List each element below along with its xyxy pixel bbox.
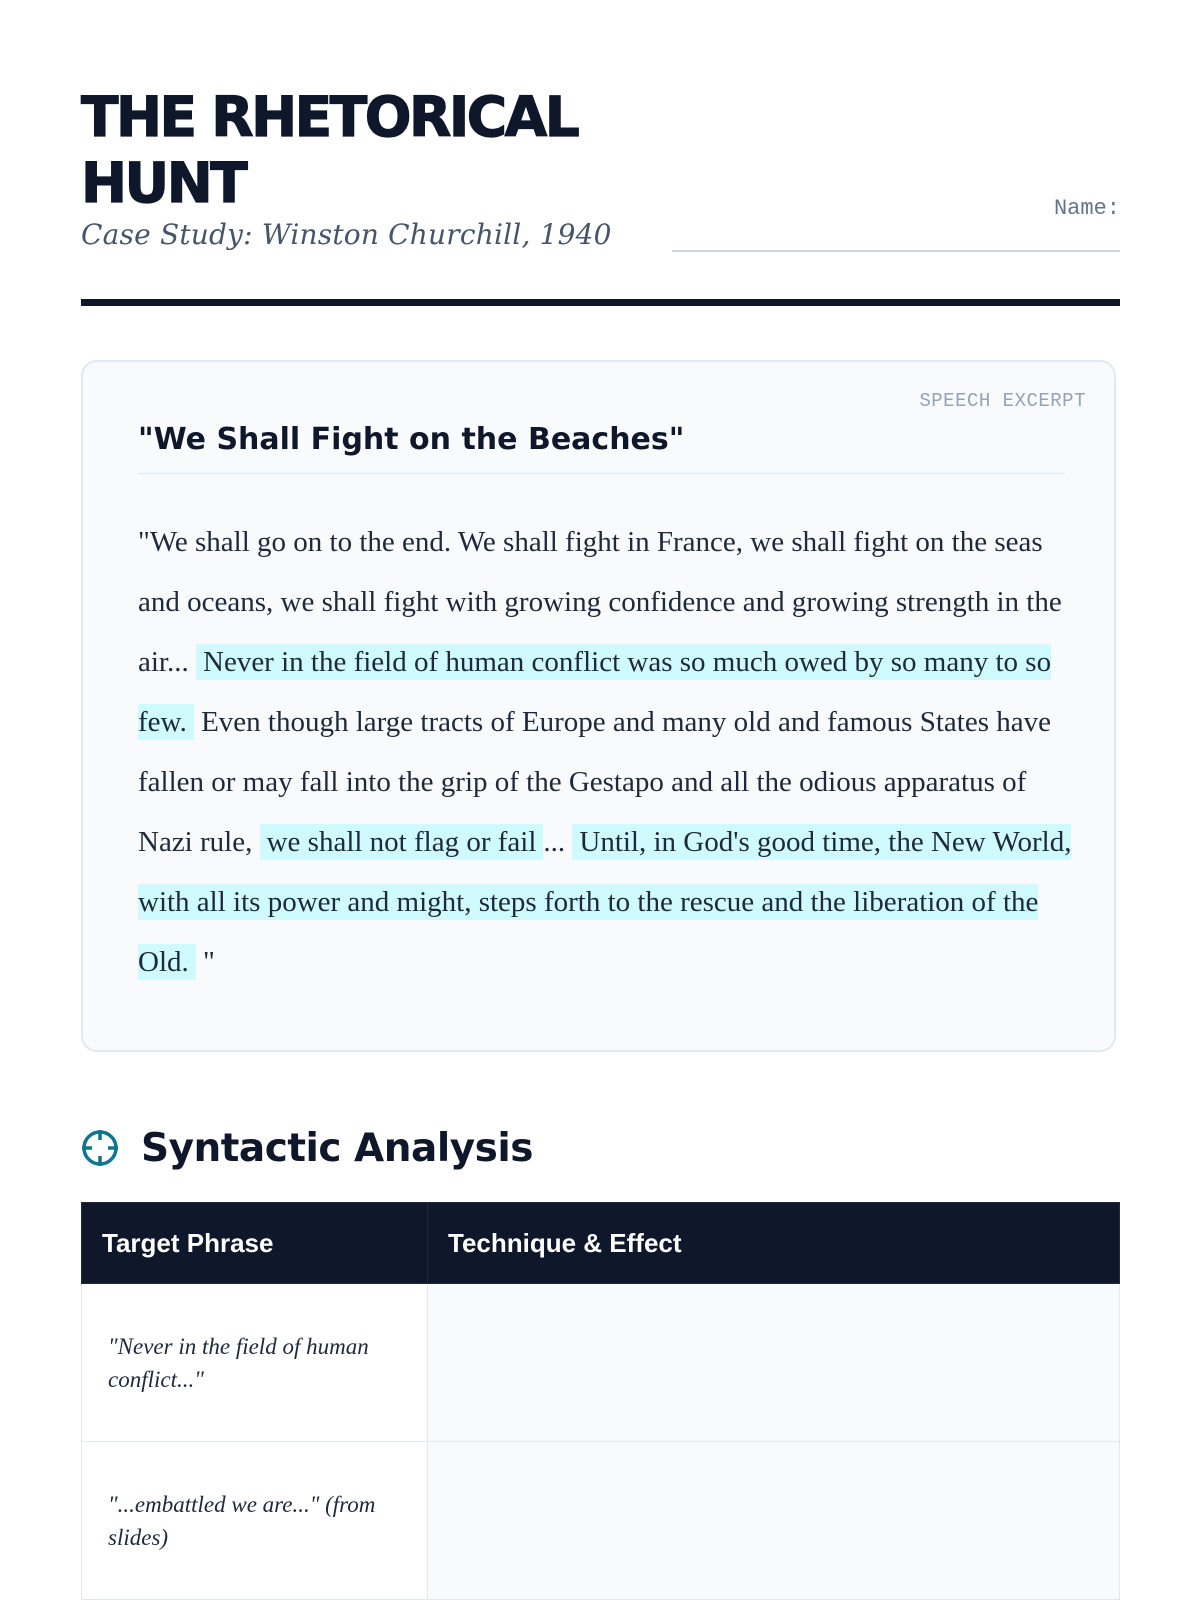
table-row	[82, 1442, 1120, 1600]
speech-excerpt-card	[81, 360, 1116, 1052]
name-field-block	[672, 196, 1120, 252]
worksheet-header	[81, 0, 1120, 306]
header-divider	[81, 299, 1120, 306]
crosshair-icon	[81, 1129, 119, 1167]
page-subtitle: Case Study: Winston Churchill, 1940	[81, 218, 612, 251]
table-row	[82, 1284, 1120, 1442]
table-header-row	[82, 1203, 1120, 1284]
target-phrase-cell: "Never in the field of human conflict..."	[82, 1284, 428, 1442]
highlighted-phrase: Never in the field of human conflict was so much owed by so many to so few.	[138, 646, 1052, 738]
column-header-technique-effect: Technique & Effect	[428, 1203, 1120, 1284]
target-phrase-cell: "...embattled we are..." (from slides)	[82, 1442, 428, 1600]
excerpt-tag: SPEECH EXCERPT	[919, 390, 1086, 412]
excerpt-title: "We Shall Fight on the Beaches"	[138, 422, 1065, 474]
analysis-table	[81, 1202, 1120, 1600]
technique-effect-answer-cell[interactable]	[428, 1284, 1120, 1442]
technique-effect-answer-cell[interactable]	[428, 1442, 1120, 1600]
name-field[interactable]	[672, 250, 1120, 252]
excerpt-text: "	[195, 946, 215, 978]
name-label: Name:	[1053, 196, 1120, 221]
worksheet-page	[81, 0, 1120, 1550]
section-header	[81, 1122, 533, 1174]
excerpt-text: Even though large tracts of Europe and many old and famous States have fallen or may fall into the grip of the Gestapo and all the odious apparatus of Nazi rule,	[138, 706, 1051, 858]
column-header-target-phrase: Target Phrase	[82, 1203, 428, 1284]
highlighted-phrase: we shall not flag or fail	[260, 824, 544, 860]
page-title: THE RHETORICAL HUNT	[81, 85, 578, 215]
excerpt-text: "We shall go on to the end. We shall fight in France, we shall fight on the seas and oceans, we shall fight with growing confidence and growing strength in the air...	[138, 526, 1062, 678]
section-title: Syntactic Analysis	[141, 1125, 533, 1171]
excerpt-body	[138, 512, 1078, 992]
highlighted-phrase: Until, in God's good time, the New World, with all its power and might, steps forth to the rescue and the liberation of the Old.	[138, 826, 1072, 978]
excerpt-text: ...	[543, 826, 573, 858]
